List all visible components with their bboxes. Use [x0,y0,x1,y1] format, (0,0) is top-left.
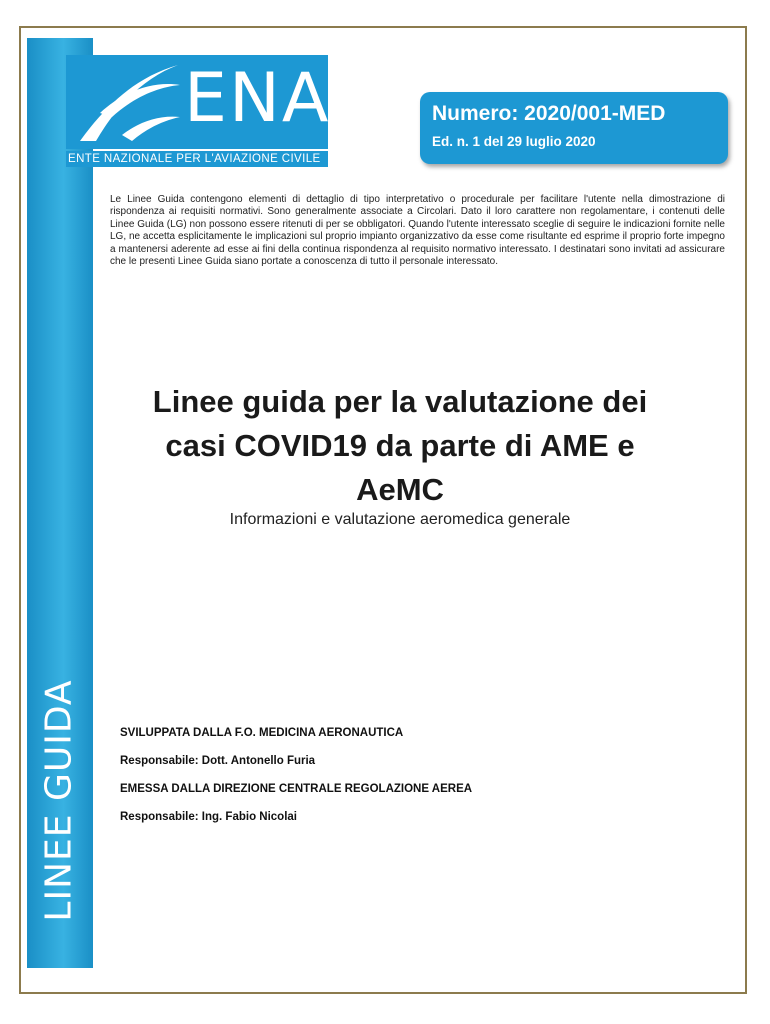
document-number: Numero: 2020/001-MED [432,102,666,125]
title-line: AeMC [356,472,444,507]
logo-brand: ENAC [184,59,379,138]
intro-paragraph: Le Linee Guida contengono elementi di dettaglio di tipo interpretativo o procedurale per facilitare l'utente nella dimostrazione di rispondenza ai requisiti normativi. Sono generalmente associate a Circolari. Dato il loro carattere non regolamentare, i contenuti delle Linee Guida (LG) non possono essere ritenuti di per se obbligatori. Quando l'utente interessato sceglie di seguire le indicazioni fornite nelle LG, ne accetta esplicitamente le implicazioni sul proprio impianto organizzativo da esse come risultante ed esprime il proprio forte impegno a mantenersi aderente ad esse ai fini della continua rispondenza al requisito normativo interessato. I destinatari sono invitati ad assicurare che le presenti Linee Guida siano portate a conoscenza di tutto il personale interessato. [110,194,725,268]
side-label-text: LINEE GUIDA [38,678,80,922]
logo-tagline: ENTE NAZIONALE PER L'AVIAZIONE CIVILE [66,151,328,167]
side-label [34,678,84,922]
document-title [115,380,685,512]
document-number-box [420,92,728,164]
enac-swoosh-icon [66,55,186,149]
document-subtitle: Informazioni e valutazione aeromedica generale [229,511,571,528]
issued-responsible: Responsabile: Ing. Fabio Nicolai [120,811,297,823]
enac-logo [66,55,379,167]
document-edition: Ed. n. 1 del 29 luglio 2020 [432,134,596,149]
title-line: casi COVID19 da parte di AME e [165,428,635,463]
title-line: Linee guida per la valutazione dei [152,384,648,419]
logo-box [66,55,379,149]
developed-responsible: Responsabile: Dott. Antonello Furia [120,755,316,767]
developed-by: SVILUPPATA DALLA F.O. MEDICINA AERONAUTICA [120,727,404,739]
issued-by: EMESSA DALLA DIREZIONE CENTRALE REGOLAZIONE AEREA [120,783,473,795]
